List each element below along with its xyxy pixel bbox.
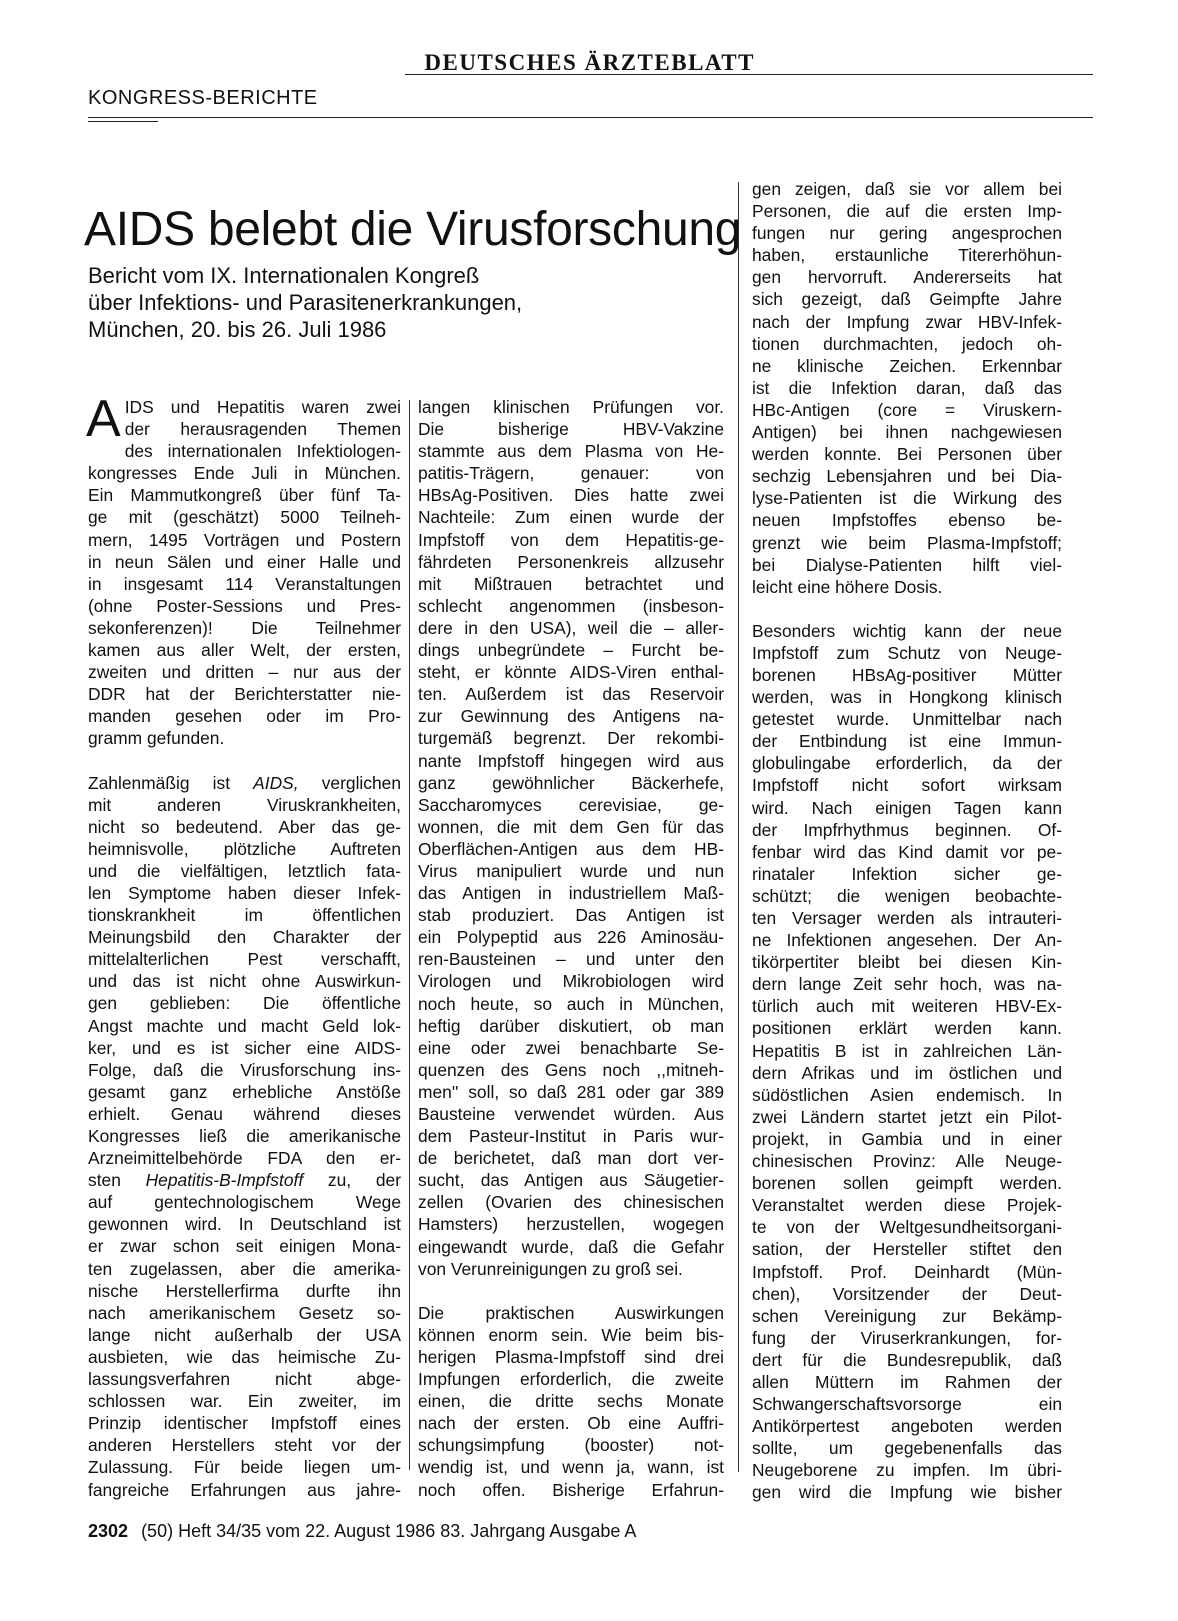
text-line: Angst machte und macht Geld lok- [88, 1015, 401, 1036]
text-line: und das ist nicht ohne Auswirkun- [88, 971, 401, 992]
text-line: te von der Weltgesundheitsorgani- [752, 1217, 1062, 1238]
text-line: zellen (Ovarien des chinesischen [418, 1192, 724, 1213]
text-line: Kongresses ließ die amerikanische [88, 1126, 401, 1146]
text-line: Virus manipuliert wurde und nun [418, 860, 724, 881]
text-line: Nachteile: Zum einen wurde der [418, 507, 724, 528]
text-line: eingewandt wurde, daß die Gefahr [418, 1236, 724, 1257]
text-line: langen klinischen Prüfungen vor. [418, 397, 724, 417]
text-line: DDR hat der Berichterstatter nie- [88, 684, 401, 705]
text-line: Impfstoff nicht sofort wirksam [752, 775, 1062, 796]
text-line: Virologen und Mikrobiologen wird [418, 971, 724, 992]
text-line: HBsAg-Positiven. Dies hatte zwei [418, 485, 724, 506]
text-line: leicht eine höhere Dosis. [752, 576, 943, 597]
text-line: schlossen war. Ein zweiter, im [88, 1391, 401, 1412]
text-line: Schwangerschaftsvorsorge ein [752, 1394, 1062, 1415]
section-label: KONGRESS-BERICHTE [88, 87, 318, 109]
text-line: mit Mißtrauen betrachtet und [418, 573, 724, 594]
text-line: gen hervorruft. Andererseits hat [752, 267, 1062, 288]
text-line: heimnisvolle, plötzliche Auftreten [88, 838, 401, 859]
page-number: 2302 [88, 1521, 129, 1541]
text-line: nicht so bedeutend. Aber das ge- [88, 816, 401, 837]
text-line: werden, was in Hongkong klinisch [752, 687, 1062, 708]
column-divider-1 [409, 400, 410, 1470]
text-line: ten zugelassen, aber die amerika- [88, 1258, 401, 1279]
text-line: sich gezeigt, daß Geimpfte Jahre [752, 289, 1062, 310]
text-line: nach der Impfung zwar HBV-Infek- [752, 311, 1062, 332]
text-line: men'' soll, so daß 281 oder gar 389 [418, 1081, 724, 1102]
text-line: schen Vereinigung zur Bekämp- [752, 1305, 1062, 1326]
text-line: mit anderen Viruskrankheiten, [88, 794, 401, 815]
text-line: erhielt. Genau während dieses [88, 1103, 401, 1124]
text-line: gen wird die Impfung wie bisher [752, 1482, 1062, 1503]
text-line: Arzneimittelbehörde FDA den er- [88, 1148, 401, 1169]
text-line: in neun Sälen und einer Halle und [88, 551, 401, 572]
drop-cap: A [86, 390, 121, 448]
text-line: Meinungsbild den Charakter der [88, 927, 401, 948]
text-line: Impfstoff von dem Hepatitis-ge- [418, 529, 724, 550]
text-line: sechzig Lebensjahren und bei Dia- [752, 466, 1062, 487]
page-footer [88, 1521, 636, 1542]
text-line: zur Gewinnung des Antigens na- [418, 706, 724, 727]
text-line: gewonnen wird. In Deutschland ist [88, 1214, 401, 1235]
text-line: auf gentechnologischem Wege [88, 1192, 401, 1213]
text-line: rinataler Infektion sicher ge- [752, 863, 1062, 884]
text-line: manden gesehen oder im Pro- [88, 706, 401, 727]
text-line: Die bisherige HBV-Vakzine [418, 419, 724, 440]
text-line: wird. Nach einigen Tagen kann [752, 797, 1062, 818]
text-line: Antigen) bei ihnen nachgewiesen [752, 422, 1062, 443]
text-line: sten Hepatitis-B-Impfstoff zu, der [88, 1170, 401, 1191]
text-line: in insgesamt 114 Veranstaltungen [88, 573, 401, 594]
text-line: ein Polypeptid aus 226 Aminosäu- [418, 927, 724, 948]
text-line: Die praktischen Auswirkungen [418, 1302, 724, 1323]
article-column-2 [418, 396, 724, 1501]
text-line: mittelalterlichen Pest verschafft, [88, 949, 401, 970]
article-column-1 [86, 390, 402, 1501]
text-line: noch offen. Bisherige Erfahrun- [418, 1479, 724, 1500]
text-line: quenzen des Gens noch ,,mitneh- [418, 1059, 724, 1080]
text-line: dere in den USA), weil die – aller- [418, 617, 724, 638]
text-line: wendig ist, und wenn ja, wann, ist [418, 1457, 724, 1478]
text-line: ten. Außerdem ist das Reservoir [418, 684, 724, 705]
text-line: stab produziert. Das Antigen ist [418, 905, 724, 926]
text-line: mern, 1495 Vorträgen und Postern [88, 529, 401, 550]
text-line: kongresses Ende Juli in München. [88, 463, 401, 484]
text-line: Hepatitis B ist in zahlreichen Län- [752, 1040, 1062, 1061]
text-line: dings unbegründete – Furcht be- [418, 640, 724, 661]
article-subtitle [88, 262, 748, 343]
masthead: DEUTSCHES ÄRZTEBLATT [424, 50, 755, 75]
text-line: Zahlenmäßig ist AIDS, verglichen [88, 772, 402, 793]
text-line: der Impfrhythmus beginnen. Of- [752, 819, 1062, 840]
text-line: Impfstoff zum Schutz von Neuge- [752, 642, 1062, 663]
text-line: tikörpertiter bleibt bei diesen Kin- [752, 952, 1062, 973]
text-line: patitis-Trägern, genauer: von [418, 463, 724, 484]
text-line: globulingabe erforderlich, da der [752, 753, 1062, 774]
issue-info: (50) Heft 34/35 vom 22. August 1986 83. Jahrgang Ausgabe A [141, 1521, 637, 1541]
text-line: len Symptome haben dieser Infek- [88, 882, 401, 903]
text-line: HBc-Antigen (core = Viruskern- [752, 399, 1062, 420]
text-line: IDS und Hepatitis waren zwei [124, 397, 401, 417]
text-line: haben, erstaunliche Titererhöhun- [752, 245, 1062, 266]
text-line: ne Infektionen angesehen. Der An- [752, 930, 1062, 951]
text-line: gen zeigen, daß sie vor allem bei [752, 179, 1062, 199]
lead-paragraph-start [86, 390, 401, 448]
text-line: Personen, die auf die ersten Imp- [752, 201, 1062, 222]
text-line: chen), Vorsitzender der Deut- [752, 1283, 1062, 1304]
text-line: ne klinische Zeichen. Erkennbar [752, 355, 1062, 376]
text-line: steht, er könnte AIDS-Viren enthal- [418, 662, 724, 683]
text-line: stammte aus dem Plasma von He- [418, 441, 724, 462]
text-line: Bericht vom IX. Internationalen Kongreß [88, 263, 480, 288]
text-line: ganz gewöhnlicher Bäckerhefe, [418, 772, 724, 793]
section-rule [88, 117, 1093, 118]
text-line: Prinzip identischer Impfstoff eines [88, 1413, 401, 1434]
text-line: dern Afrikas und im östlichen und [752, 1062, 1062, 1083]
text-line: heftig darüber diskutiert, ob man [418, 1015, 724, 1036]
text-line: dem Pasteur-Institut in Paris wur- [418, 1126, 724, 1147]
text-line: nische Herstellerfirma durfte ihn [88, 1280, 401, 1301]
text-line: Veranstaltet werden diese Projek- [752, 1195, 1062, 1216]
text-line: ten Versager werden als intrauteri- [752, 908, 1062, 928]
text-line: schützt; die wenigen beobachte- [752, 885, 1062, 906]
text-line: fangreiche Erfahrungen aus jahre- [88, 1479, 401, 1500]
column-divider-2 [738, 182, 739, 1472]
text-line: borenen sollen geimpft werden. [752, 1173, 1062, 1194]
text-line: sekonferenzen)! Die Teilnehmer [88, 617, 401, 638]
text-line: nach amerikanischem Gesetz so- [88, 1302, 401, 1323]
text-line: lassungsverfahren nicht abge- [88, 1369, 401, 1390]
text-line: tionen durchmachten, jedoch oh- [752, 333, 1062, 354]
text-line: tionskrankheit im öffentlichen [88, 905, 401, 926]
text-line: borenen HBsAg-positiver Mütter [752, 664, 1062, 685]
text-line: ge mit (geschätzt) 5000 Teilneh- [88, 507, 401, 528]
text-line: können enorm sein. Wie beim bis- [418, 1324, 724, 1345]
text-line: über Infektions- und Parasitenerkrankungen, [88, 290, 523, 315]
text-line: und die vielfältigen, letztlich fata- [88, 860, 401, 881]
text-line: sucht, das Antigen aus Säugetier- [418, 1170, 724, 1191]
text-line: Impfstoff. Prof. Deinhardt (Mün- [752, 1261, 1062, 1282]
text-line: de berichetet, daß man dort ver- [418, 1148, 724, 1169]
text-line: Saccharomyces cerevisiae, ge- [418, 794, 724, 815]
text-line: gen geblieben: Die öffentliche [88, 993, 401, 1014]
text-line: Bausteine verwendet würden. Aus [418, 1104, 724, 1124]
text-line: Hamsters) herzustellen, wogegen [418, 1214, 724, 1235]
text-line: sation, der Hersteller stiftet den [752, 1239, 1062, 1260]
text-line: einen, die dritte sechs Monate [418, 1391, 724, 1412]
text-line: er zwar schon seit einigen Mona- [88, 1236, 401, 1257]
text-line: Neugeborene zu impfen. Im übri- [752, 1460, 1062, 1481]
text-line: Zulassung. Für beide liegen um- [88, 1457, 401, 1478]
article-column-3 [752, 178, 1062, 1504]
text-line: (ohne Poster-Sessions und Pres- [88, 595, 401, 616]
text-line: gesamt ganz erhebliche Anstöße [88, 1081, 401, 1102]
text-line: München, 20. bis 26. Juli 1986 [88, 317, 387, 342]
text-line: der Entbindung ist eine Immun- [752, 731, 1062, 752]
text-line: ker, und es ist sicher eine AIDS- [88, 1037, 401, 1058]
text-line: Oberflächen-Antigen aus dem HB- [418, 838, 724, 859]
text-line: sollte, um gegebenenfalls das [752, 1438, 1062, 1459]
text-line: allen Müttern im Rahmen der [752, 1371, 1062, 1392]
article-title: AIDS belebt die Virusforschung [84, 203, 742, 257]
text-line: nante Impfstoff hingegen wird aus [418, 750, 724, 771]
text-line: Antikörpertest angeboten werden [752, 1416, 1062, 1437]
text-line: Folge, daß die Virusforschung ins- [88, 1059, 401, 1080]
text-line: turgemäß begrenzt. Der rekombi- [418, 728, 724, 749]
text-line: der herausragenden Themen [124, 419, 401, 440]
text-line: neuen Impfstoffes ebenso be- [752, 510, 1062, 531]
text-line: eine oder zwei benachbarte Se- [418, 1037, 724, 1058]
text-line: fungen nur gering angesprochen [752, 223, 1062, 244]
text-line: nach der ersten. Ob eine Auffri- [418, 1413, 724, 1434]
text-line: lange nicht außerhalb der USA [88, 1324, 401, 1345]
text-line: kamen aus aller Welt, der ersten, [88, 640, 401, 661]
text-line: fung der Viruserkrankungen, for- [752, 1327, 1062, 1348]
text-line: bei Dialyse-Patienten hilft viel- [752, 554, 1062, 575]
text-line: dert für die Bundesrepublik, daß [752, 1349, 1062, 1370]
text-line: anderen Herstellers steht vor der [88, 1435, 401, 1456]
text-line: türlich auch mit weiteren HBV-Ex- [752, 996, 1062, 1017]
text-line: gramm gefunden. [88, 728, 225, 749]
text-line: südöstlichen Asien endemisch. In [752, 1084, 1062, 1105]
text-line: fährdeten Personenkreis allzusehr [418, 551, 724, 572]
text-line: fenbar wird das Kind damit vor pe- [752, 841, 1062, 862]
text-line: Impfungen erforderlich, die zweite [418, 1369, 724, 1390]
text-line: ren-Bausteinen – und unter den [418, 949, 724, 970]
text-line: Besonders wichtig kann der neue [752, 620, 1062, 641]
text-line: zwei Ländern startet jetzt ein Pilot- [752, 1106, 1062, 1127]
text-line: dern lange Zeit sehr hoch, was na- [752, 974, 1062, 995]
text-line: herigen Plasma-Impfstoff sind drei [418, 1346, 724, 1367]
text-line: ausbieten, wie das heimische Zu- [88, 1346, 401, 1367]
text-line: positionen erklärt werden kann. [752, 1018, 1062, 1039]
text-line: ist die Infektion daran, daß das [752, 377, 1062, 398]
section-rule-accent [88, 121, 158, 122]
text-line: getestet wurde. Unmittelbar nach [752, 709, 1062, 730]
text-line: werden konnte. Bei Personen über [752, 444, 1062, 465]
masthead-rule [405, 74, 1093, 75]
text-line: zweiten und dritten – nur aus der [88, 662, 401, 683]
text-line: von Verunreinigungen zu groß sei. [418, 1258, 683, 1279]
text-line: chinesischen Provinz: Alle Neuge- [752, 1151, 1062, 1172]
text-line: Ein Mammutkongreß über fünf Ta- [88, 485, 401, 506]
text-line: noch heute, so auch in München, [418, 993, 724, 1014]
text-line: lyse-Patienten ist die Wirkung des [752, 488, 1062, 509]
text-line: projekt, in Gambia und in einer [752, 1128, 1062, 1149]
text-line: des internationalen Infektiologen- [124, 441, 401, 462]
text-line: schungsimpfung (booster) not- [418, 1435, 724, 1456]
text-line: grenzt wie beim Plasma-Impfstoff; [752, 532, 1062, 553]
text-line: wonnen, die mit dem Gen für das [418, 816, 724, 837]
text-line: das Antigen in industriellem Maß- [418, 883, 724, 904]
text-line: schlecht angenommen (insbeson- [418, 595, 724, 616]
